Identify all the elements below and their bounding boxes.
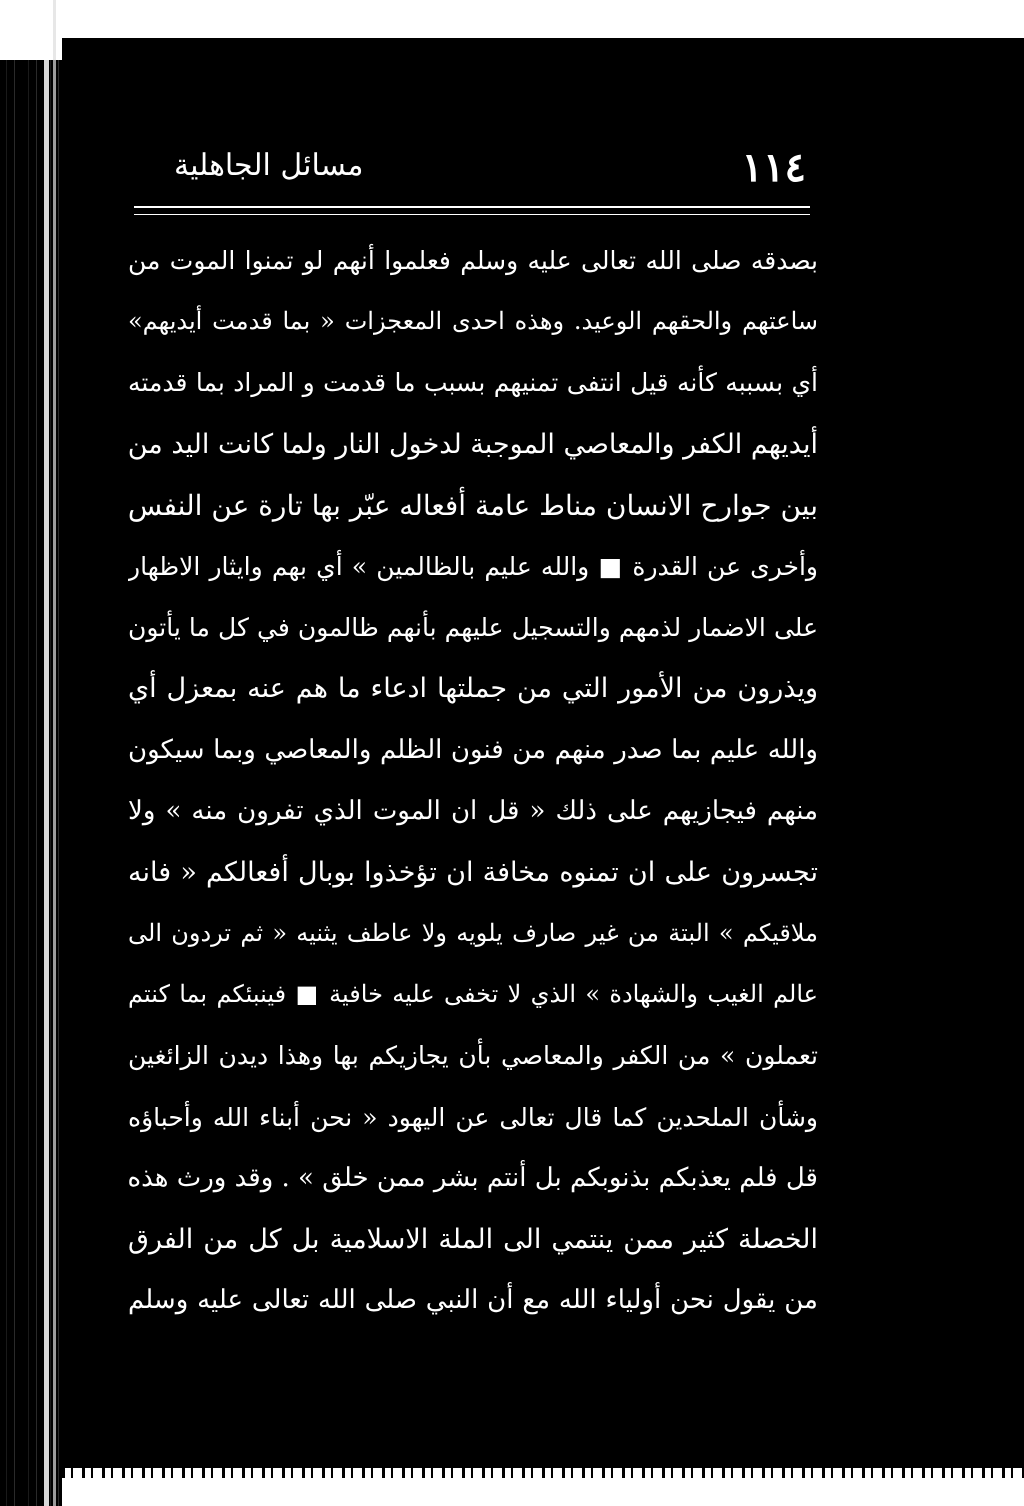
- scan-bottom-margin: [62, 1468, 1024, 1506]
- text-line: وشأن الملحدين كما قال تعالى عن اليهود « نحن أبناء الله وأحباؤه: [128, 1102, 818, 1132]
- text-line: عالم الغيب والشهادة » الذي لا تخفى عليه خافية ■ فينبئكم بما كنتم: [128, 980, 818, 1009]
- page-header: [134, 138, 820, 198]
- text-line: تعملون » من الكفر والمعاصي بأن يجازيكم بها وهذا ديدن الزائغين: [128, 1041, 818, 1071]
- scan-artifact: [62, 1468, 1024, 1478]
- page-number: ١١٤: [741, 144, 806, 191]
- text-line: على الاضمار لذمهم والتسجيل عليهم بأنهم ظالمون في كل ما يأتون: [128, 613, 818, 643]
- text-line: تجسرون على ان تمنوه مخافة ان تؤخذوا بوبال أفعالكم « فانه: [128, 856, 818, 888]
- text-line: قل فلم يعذبكم بذنوبكم بل أنتم بشر ممن خلق » . وقد ورث هذه: [128, 1162, 818, 1193]
- text-line: أي بسببه كأنه قيل انتفى تمنيهم بسبب ما قدمت و المراد بما قدمته: [128, 368, 818, 398]
- header-rule: [134, 214, 810, 215]
- text-line: ملاقيكم » البتة من غير صارف يلويه ولا عاطف يثنيه « ثم تردون الى: [128, 919, 818, 948]
- text-line: منهم فيجازيهم على ذلك « قل ان الموت الذي تفرون منه » ولا: [128, 795, 818, 826]
- text-line: وأخرى عن القدرة ■ والله عليم بالظالمين » أي بهم وايثار الاظهار: [128, 551, 818, 581]
- text-line: أيديهم الكفر والمعاصي الموجبة لدخول النار ولما كانت اليد من: [128, 428, 818, 460]
- scan-artifact: [53, 0, 56, 1506]
- text-line: والله عليم بما صدر منهم من فنون الظلم والمعاصي وبما سيكون: [128, 734, 818, 765]
- text-line: من يقول نحن أولياء الله مع أن النبي صلى الله تعالى عليه وسلم: [128, 1285, 818, 1316]
- text-line: بين جوارح الانسان مناط عامة أفعاله عبّر بها تارة عن النفس: [128, 488, 818, 522]
- text-line: ويذرون من الأمور التي من جملتها ادعاء ما هم عنه بمعزل أي: [128, 673, 818, 705]
- scan-left-edge: [0, 0, 62, 1506]
- scan-top-margin: [62, 0, 1024, 38]
- text-line: الخصلة كثير ممن ينتمي الى الملة الاسلامية بل كل من الفرق: [128, 1224, 818, 1255]
- body-text: [128, 230, 818, 1331]
- text-line: ساعتهم والحقهم الوعيد. وهذه احدى المعجزات « بما قدمت أيديهم»: [128, 307, 818, 336]
- text-line: بصدقه صلى الله تعالى عليه وسلم فعلموا أنهم لو تمنوا الموت من: [128, 246, 818, 275]
- header-rule: [134, 206, 810, 208]
- running-title: مسائل الجاهلية: [174, 148, 364, 183]
- book-page: [62, 38, 1024, 1468]
- scan-artifact: [44, 0, 49, 1506]
